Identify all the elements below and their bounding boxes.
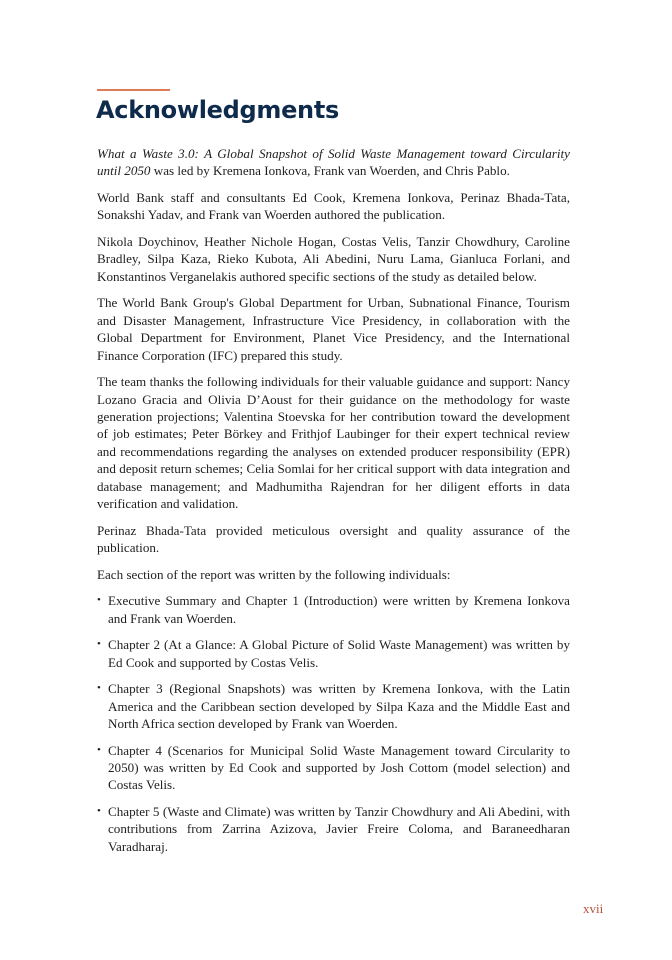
page-number: xvii	[583, 901, 604, 916]
paragraph-authors: World Bank staff and consultants Ed Cook, Kremena Ionkova, Perinaz Bhada-Tata, Sonakshi Yadav, and Frank van Woerden authored the publication.	[97, 190, 570, 223]
list-item	[97, 680, 570, 732]
publication-title: What a Waste 3.0: A Global Snapshot of Solid Waste Management toward Circularity until 2050	[97, 146, 570, 179]
paragraph-leadership	[97, 145, 570, 180]
chapter-authors-list	[97, 592, 570, 855]
list-item-text: Chapter 2 (At a Glance: A Global Picture of Solid Waste Management) was written by Ed Cook and supported by Costas Velis.	[108, 637, 570, 670]
list-item	[97, 742, 570, 794]
list-item	[97, 803, 570, 855]
paragraph-departments: The World Bank Group's Global Department for Urban, Subnational Finance, Tourism and Disaster Management, Infrastructure Vice Presidency, in collaboration with the Global Department for Environment, Planet Vice Presidency, and the International Finance Corporation (IFC) prepared this study.	[97, 295, 570, 363]
acknowledgments-body	[97, 145, 570, 864]
accent-rule	[97, 89, 170, 91]
list-item-text: Chapter 5 (Waste and Climate) was written by Tanzir Chowdhury and Ali Abedini, with contributions from Zarrina Azizova, Javier Freire Coloma, and Baraneedharan Varadharaj.	[108, 804, 570, 854]
list-item-text: Chapter 3 (Regional Snapshots) was written by Kremena Ionkova, with the Latin America and the Caribbean section developed by Silpa Kaza and the Middle East and North Africa section developed by Frank van Woerden.	[108, 681, 570, 732]
paragraph-leadership-text: was led by Kremena Ionkova, Frank van Woerden, and Chris Pablo.	[150, 163, 510, 179]
bullet-icon: •	[97, 805, 101, 818]
list-item	[97, 592, 570, 627]
paragraph-sections-intro: Each section of the report was written by the following individuals:	[97, 566, 451, 582]
paragraph-quality: Perinaz Bhada-Tata provided meticulous oversight and quality assurance of the publication.	[97, 522, 570, 556]
paragraph-section-authors: Nikola Doychinov, Heather Nichole Hogan, Costas Velis, Tanzir Chowdhury, Caroline Bradley, Silpa Kaza, Rieko Kubota, Ali Abedini, Nuru Lama, Gianluca Forlani, and Konstantinos Verganelakis authored specific sections of the study as detailed below.	[97, 234, 570, 284]
bullet-icon: •	[97, 638, 101, 651]
list-item-text: Executive Summary and Chapter 1 (Introduction) were written by Kremena Ionkova and Frank van Woerden.	[108, 593, 570, 626]
bullet-icon: •	[97, 682, 101, 695]
paragraph-thanks: The team thanks the following individuals for their valuable guidance and support: Nancy Lozano Gracia and Olivia D’Aoust for their guidance on the methodology for waste generation projections; Valentina Stoevska for her contribution toward the development of job estimates; Peter Börkey and Frithjof Laubinger for their expert technical review and recommendations regarding the analyses on extended producer responsibility (EPR) and deposit return schemes; Celia Somlai for her critical support with data integration and database management; and Madhumitha Rajendran for her diligent efforts in data verification and validation.	[97, 374, 570, 512]
bullet-icon: •	[97, 594, 101, 607]
page-title: Acknowledgments	[96, 96, 340, 124]
bullet-icon: •	[97, 743, 101, 756]
list-item	[97, 636, 570, 671]
list-item-text: Chapter 4 (Scenarios for Municipal Solid Waste Management toward Circularity to 2050) was written by Ed Cook and supported by Josh Cottom (model selection) and Costas Velis.	[108, 742, 570, 793]
